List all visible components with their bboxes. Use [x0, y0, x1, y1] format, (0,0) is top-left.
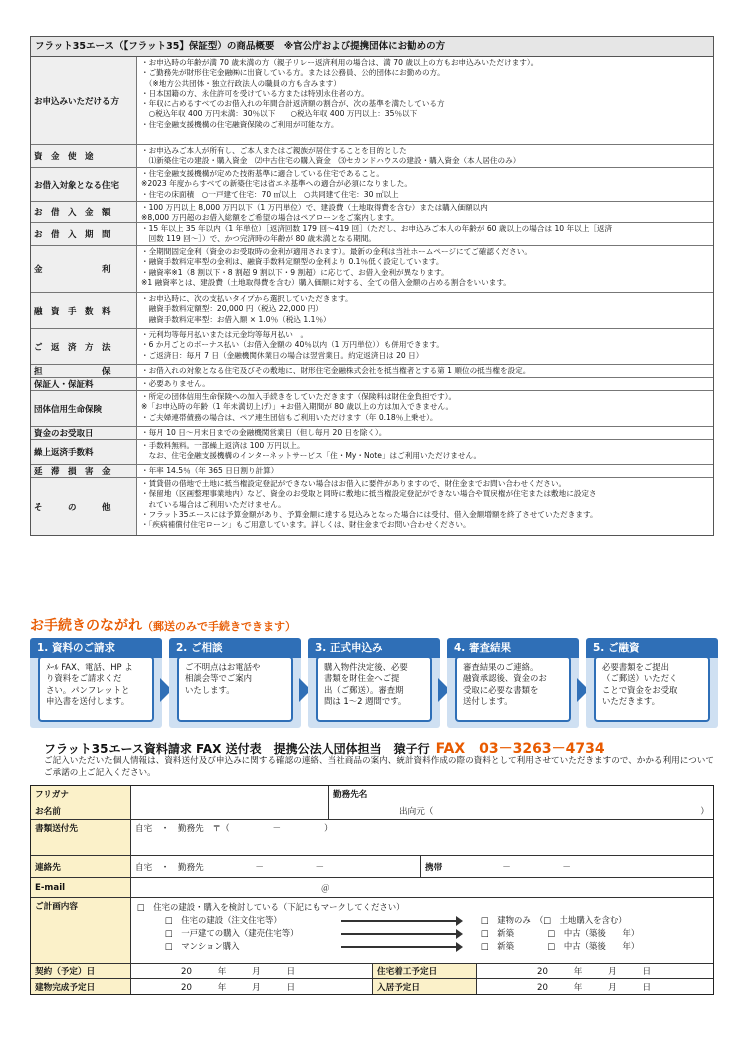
plan-option-row [137, 914, 707, 927]
workplace-cell[interactable] [329, 786, 713, 819]
overview-line: ※8,000 万円超のお借入総額をご希望の場合はペアローンをご案内します。 [141, 213, 399, 222]
mobile-field[interactable] [421, 856, 713, 877]
plan-option-left[interactable]: □ 一戸建ての購入（建売住宅等） [165, 928, 299, 939]
overview-line: ※2023 年度からすべての新築住宅は省エネ基準への適合が必須になりました。 [141, 179, 412, 189]
workplace-label: 勤務先名 [333, 790, 368, 800]
flow-step-body [594, 656, 710, 722]
overview-row [31, 293, 713, 329]
plan-intro[interactable]: □ 住宅の建設・購入を検討している（下記にもマークしてください） [137, 902, 405, 912]
overview-row-label: お 借 入 金 額 [31, 202, 137, 222]
overview-row-content [137, 223, 713, 245]
name-label: お名前 [35, 807, 61, 817]
flow-step [169, 638, 301, 728]
overview-line: ・ご返済日：毎月 7 日（金融機関休業日の場合は翌営業日。約定返済日は 20 日） [141, 350, 424, 360]
overview-line: ・ご勤務先が財形住宅金融㈱に出資している方。または公務員、公的団体にお勤めの方。 [141, 68, 445, 78]
overview-row-label: 繰上返済手数料 [31, 440, 137, 464]
dispatch-field [333, 805, 709, 817]
flow-step-line: ﾒｰﾙ FAX、電話、HP よ [46, 662, 133, 672]
mobile-value: － － [502, 862, 571, 873]
name-row [31, 786, 713, 820]
flow-title-sub: （郵送のみで手続きできます） [142, 620, 296, 633]
completion-date-label: 建物完成予定日 [31, 979, 131, 994]
contract-date-field[interactable]: 20 年 月 日 [131, 964, 373, 978]
flow-step-line: いたします。 [185, 684, 235, 695]
flow-step-line: 審査結果のご連絡。 [463, 662, 539, 672]
fax-title: フラット35エース資料請求 FAX 送付表 提携公法人団体担当 猿子行 [44, 742, 430, 756]
fax-number: FAX 03－3263－4734 [435, 741, 605, 757]
contact-row [31, 856, 713, 878]
construction-start-field[interactable]: 20 年 月 日 [537, 967, 652, 977]
overview-line: ・ご夫婦連帯債務の場合は、ペア連生団信もご利用いただけます（年 0.18％上乗せ）。 [141, 412, 438, 422]
mobile-label: 携帯 [425, 862, 443, 873]
overview-line: ・100 万円以上 8,000 万円以下（1 万円単位）で、建設費（土地取得費を含む）または購入価額以内 [141, 203, 488, 212]
overview-row-label: 保証人・保証料 [31, 378, 137, 390]
overview-row-content [137, 168, 713, 201]
move-in-date-field[interactable]: 20 年 月 日 [537, 982, 652, 993]
overview-line: 回数 119 回～］）で、かつ完済時の年齢が 80 歳未満となる期間。 [141, 234, 376, 244]
overview-line: ・年収に占めるすべてのお借入れの年間合計返済額の割合が、次の基準を満たしている方 [141, 99, 445, 108]
overview-row-label: 資金のお受取日 [31, 427, 137, 439]
flow-step-heading: 4. 審査結果 [447, 638, 579, 658]
overview-line: ・日本国籍の方、永住許可を受けている方または特別永住者の方。 [141, 88, 369, 98]
overview-row-content [137, 365, 713, 377]
date-row-1 [31, 964, 713, 979]
flow-step-line: 相談会等でご案内 [185, 673, 252, 684]
overview-row-content [137, 329, 713, 364]
overview-row-content [137, 378, 713, 390]
overview-line: ・住宅の床面積 ○一戸建て住宅：70 ㎡以上 ○共同建て住宅：30 ㎡以上 [141, 189, 399, 199]
name-field[interactable] [131, 786, 329, 819]
flow-step-line: ご不明点はお電話や [185, 662, 261, 672]
overview-row-label: お申込みいただける方 [31, 57, 137, 144]
overview-line: ・お申込みご本人が所有し、ご本人またはご親族が居住することを目的とした [141, 146, 407, 155]
overview-line: ・お借入れの対象となる住宅及びその敷地に、財形住宅金融株式会社を抵当権者とする第 1 順位の抵当権を設定。 [141, 365, 531, 375]
arrow-right-icon [341, 920, 461, 922]
contract-date-label: 契約（予定）日 [31, 964, 131, 978]
flow-step-line: いただきます。 [602, 696, 660, 707]
flow-step-line: 書類を財住金へご提 [324, 673, 400, 684]
arrow-right-icon [341, 946, 461, 948]
address-field[interactable]: 自宅 ・ 勤務先 〒（ － ） [135, 824, 333, 834]
flow-step-heading: 3. 正式申込み [308, 638, 440, 658]
email-field[interactable]: ＠ [321, 883, 330, 894]
overview-line: ・毎月 10 日～月末日までの金融機関営業日（但し毎月 20 日を除く）。 [141, 427, 387, 437]
flow-step-line: り資料をご請求くだ [46, 673, 122, 684]
overview-row-content [137, 440, 713, 464]
flow-step-line: 送付します。 [463, 696, 513, 707]
overview-row [31, 440, 713, 465]
overview-line: ・融資手数料定率型の金利は、融資手数料定額型の金利より 0.1％低く設定しています。 [141, 257, 444, 267]
flow-step-line: さい。パンフレットと [46, 684, 130, 695]
overview-line: れている場合はご利用いただけません。 [141, 499, 286, 509]
overview-row [31, 478, 713, 535]
overview-line: ・全期間固定金利（資金のお受取時の金利が適用されます）。最新の金利は当社ホームページにてご確認ください。 [141, 247, 532, 256]
flow-step-line: 必要書類をご提出 [602, 662, 669, 672]
overview-row [31, 465, 713, 478]
flow-step-heading: 1. 資料のご請求 [30, 638, 162, 658]
overview-line: ※1 融資率とは、建設費（土地取得費を含む）購入価額に対する、全ての借入金額の占める割合をいいます。 [141, 277, 511, 287]
arrow-right-icon [341, 933, 461, 935]
overview-row-label: 金 利 [31, 246, 137, 292]
plan-label: ご計画内容 [31, 898, 131, 963]
overview-line: ・「疾病補償付住宅ローン」もご用意しています。詳しくは、財住金までお問い合わせください。 [141, 520, 471, 529]
plan-options [131, 898, 713, 963]
overview-line: ・融資率※1（8 割以下・8 割超 9 割以下・9 割超）に応じて、お借入金利が異なります。 [141, 267, 449, 277]
overview-row [31, 378, 713, 391]
overview-row-label: 融 資 手 数 料 [31, 293, 137, 328]
overview-row [31, 391, 713, 427]
overview-line: ・必要ありません。 [141, 378, 210, 388]
flow-step [308, 638, 440, 728]
date-row-2 [31, 979, 713, 994]
overview-line: ・元利均等毎月払いまたは元金均等毎月払い 。 [141, 330, 309, 339]
overview-row [31, 329, 713, 365]
flow-step-line: 間は 1～2 週間です。 [324, 696, 407, 707]
overview-row-content [137, 391, 713, 426]
completion-date-field[interactable]: 20 年 月 日 [131, 979, 373, 994]
flow-step-line: 購入物件決定後、必要 [324, 662, 408, 672]
overview-row [31, 145, 713, 168]
overview-line: ○税込年収 400 万円未満：30％以下 ○税込年収 400 万円以上：35％以下 [141, 109, 418, 119]
plan-option-left[interactable]: □ マンション購入 [165, 941, 240, 952]
flow-step-line: 申込書を送付します。 [46, 696, 130, 707]
plan-row [31, 898, 713, 964]
overview-row-content [137, 145, 713, 167]
flow-step-body [455, 656, 571, 722]
overview-line: ・15 年以上 35 年以内（1 年単位）［返済回数 179 回～419 回］（ただし、お申込みご本人の年齢が 60 歳以上の場合は 10 年以上［返済 [141, 224, 613, 233]
overview-line: 融資手数料定額型：20,000 円（税込 22,000 円） [141, 304, 323, 314]
flow-step-heading: 2. ご相談 [169, 638, 301, 658]
address-label: 書類送付先 [31, 820, 131, 855]
overview-row-content [137, 246, 713, 292]
overview-line: ・住宅金融支援機構の住宅融資保険のご利用が可能な方。 [141, 119, 339, 129]
overview-line: ・住宅金融支援機構が定めた技術基準に適合している住宅であること。 [141, 169, 384, 178]
furigana-label: フリガナ [35, 790, 69, 800]
procedure-flow [30, 638, 720, 730]
plan-option-right[interactable]: □ 新築 □ 中古（築後 年） [481, 941, 640, 952]
flow-step-line: 出（ご郵送）。審査期 [324, 684, 404, 695]
overview-row-label: そ の 他 [31, 478, 137, 535]
flow-step-line: ことで資金をお受取 [602, 684, 678, 695]
flow-step [30, 638, 162, 728]
plan-option-row [137, 940, 707, 953]
overview-row-label: 団体信用生命保険 [31, 391, 137, 426]
request-form [30, 785, 714, 995]
overview-row-label: ご 返 済 方 法 [31, 329, 137, 364]
overview-row [31, 168, 713, 202]
move-in-date-label: 入居予定日 [373, 979, 477, 994]
address-row [31, 820, 713, 856]
contact-field[interactable]: 自宅 ・ 勤務先 － － [131, 856, 421, 877]
overview-line: ・手数料無料。一部繰上返済は 100 万円以上。 [141, 441, 305, 450]
overview-line: ⑴新築住宅の建設・購入資金 ⑵中古住宅の購入資金 ⑶セカンドハウスの建設・購入資金（本人居住のみ） [141, 156, 521, 166]
flow-title [30, 615, 296, 635]
overview-row-label: 資 金 使 途 [31, 145, 137, 167]
flow-step-heading: 5. ご融資 [586, 638, 718, 658]
overview-row [31, 246, 713, 293]
overview-line: （※地方公共団体・独立行政法人の職員の方も含みます） [141, 78, 341, 88]
overview-row [31, 427, 713, 440]
overview-row [31, 365, 713, 378]
overview-row [31, 202, 713, 223]
name-label-cell [31, 786, 131, 819]
construction-start-label: 住宅着工予定日 [373, 964, 477, 978]
overview-row-content [137, 478, 713, 535]
overview-row-content [137, 202, 713, 222]
flow-step-body [38, 656, 154, 722]
overview-header: フラット35エース（【フラット35】保証型）の商品概要 ※官公庁および提携団体にお勧めの方 [31, 37, 713, 57]
dispatch-label: 出向元（ [399, 807, 434, 817]
overview-row-label: お借入対象となる住宅 [31, 168, 137, 201]
overview-row-label: 担 保 [31, 365, 137, 377]
overview-line: ・お申込時に、次の支払いタイプから選択していただきます。 [141, 294, 353, 303]
flow-step [447, 638, 579, 728]
contact-label: 連絡先 [31, 856, 131, 877]
overview-line: ・お申込時の年齢が満 70 歳未満の方（親子リレー返済利用の場合は、満 70 歳以上の方もお申込みいただけます）。 [141, 58, 539, 67]
email-label: E-mail [31, 878, 131, 897]
dispatch-close: ） [700, 807, 709, 817]
flow-step-line: 融資承認後、資金のお [463, 673, 547, 684]
flow-step-body [316, 656, 432, 722]
overview-line: 融資手数料定率型：お借入額 × 1.0％（税込 1.1％） [141, 314, 331, 324]
overview-row-content [137, 57, 713, 144]
overview-row [31, 57, 713, 145]
overview-line: ・年率 14.5％（年 365 日日割り計算） [141, 465, 279, 475]
flow-step-body [177, 656, 293, 722]
plan-option-right[interactable]: □ 建物のみ （□ 土地購入を含む） [481, 915, 627, 926]
overview-line: ・賃貸借の借地で土地に抵当権設定登記ができない場合はお借入に要件がありますので、財住金までお問い合わせください。 [141, 479, 567, 488]
overview-row-content [137, 293, 713, 328]
email-row [31, 878, 713, 898]
overview-row-label: お 借 入 期 間 [31, 223, 137, 245]
flow-step [586, 638, 718, 728]
overview-line: ・6 か月ごとのボーナス払い（お借入金額の 40％以内（1 万円単位））も併用できます。 [141, 340, 444, 350]
flow-step-line: （ご郵送）いただく [602, 673, 678, 684]
overview-row-label: 延 滞 損 害 金 [31, 465, 137, 477]
overview-row-content [137, 427, 713, 439]
overview-line: ・フラット35エースには予算金額があり、予算金額に達する見込みとなった場合には受付、借入金額増額を終了させていただきます。 [141, 509, 598, 519]
overview-row [31, 223, 713, 246]
product-overview-table [30, 36, 714, 536]
plan-option-row [137, 927, 707, 940]
overview-row-content [137, 465, 713, 477]
overview-line: ※「お申込時の年齢（1 年未満切上げ）」+お借入期間が 80 歳以上の方は加入できません。 [141, 402, 454, 412]
plan-option-left[interactable]: □ 住宅の建設（注文住宅等） [165, 915, 282, 926]
overview-line: なお、住宅金融支援機構のインターネットサービス「住・My・Note」はご利用いただけません。 [141, 451, 482, 461]
flow-step-line: 受取に必要な書類を [463, 684, 539, 695]
fax-header [44, 738, 605, 758]
overview-line: ・保留地（区画整理事業地内）など、資金のお受取と同時に敷地に抵当権設定登記ができない場合や買戻権が住宅または敷地に設定さ [141, 489, 597, 499]
overview-line: ・所定の団体信用生命保険への加入手続きをしていただきます（保険料は財住金負担です）。 [141, 392, 457, 401]
privacy-notice: ご記入いただいた個人情報は、資料送付及び申込みに関する確認の連絡、当社商品の案内、統計資料作成の際の資料として利用させていただきますので、かかる利用についてご承諾の上ご記入ください。 [44, 756, 714, 778]
flow-title-main: お手続きのながれ [30, 618, 142, 634]
plan-option-right[interactable]: □ 新築 □ 中古（築後 年） [481, 928, 640, 939]
